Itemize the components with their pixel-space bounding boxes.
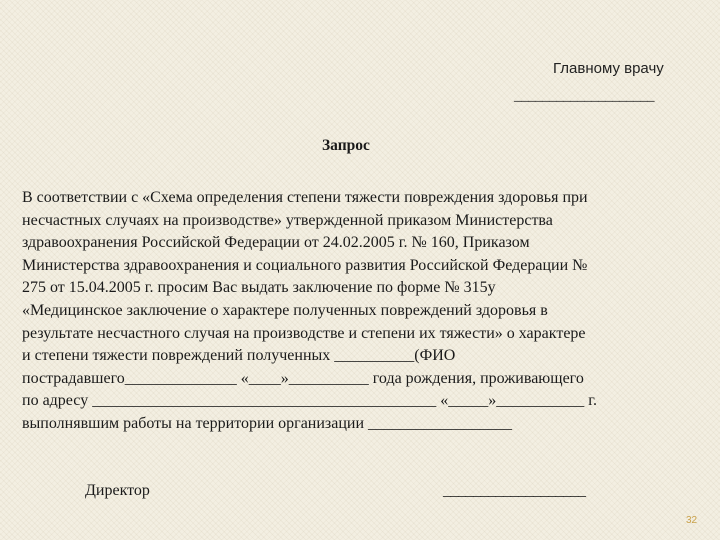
signature-blank-line: ___________________: [443, 482, 586, 499]
signature-title: Директор: [85, 482, 150, 499]
body-line: результате несчастного случая на производстве и степени их тяжести» о характере: [22, 324, 586, 342]
body-line: В соответствии с «Схема определения степени тяжести повреждения здоровья при: [22, 189, 588, 206]
document-title: Запрос: [322, 137, 370, 154]
page-number: 32: [686, 515, 698, 526]
body-line: по адресу ___________________________________________ «_____»___________ г.: [22, 392, 597, 410]
body-line: несчастных случаях на производстве» утвержденной приказом Министерства: [22, 211, 553, 229]
body-line: 275 от 15.04.2005 г. просим Вас выдать заключение по форме № 315у: [22, 279, 496, 297]
request-body: [22, 187, 702, 436]
body-line: пострадавшего______________ «____»__________ года рождения, проживающего: [22, 369, 584, 387]
addressee: Главному врачу: [553, 60, 664, 77]
body-line: Министерства здравоохранения и социального развития Российской Федерации №: [22, 256, 588, 274]
body-line: «Медицинское заключение о характере полученных повреждений здоровья в: [22, 301, 548, 319]
body-line: выполнявшим работы на территории организации __________________: [22, 414, 513, 432]
addressee-blank-line: ____________________: [514, 88, 654, 104]
body-line: и степени тяжести повреждений полученных __________(ФИО: [22, 347, 456, 365]
body-line: здравоохранения Российской Федерации от 24.02.2005 г. № 160, Приказом: [22, 234, 530, 252]
